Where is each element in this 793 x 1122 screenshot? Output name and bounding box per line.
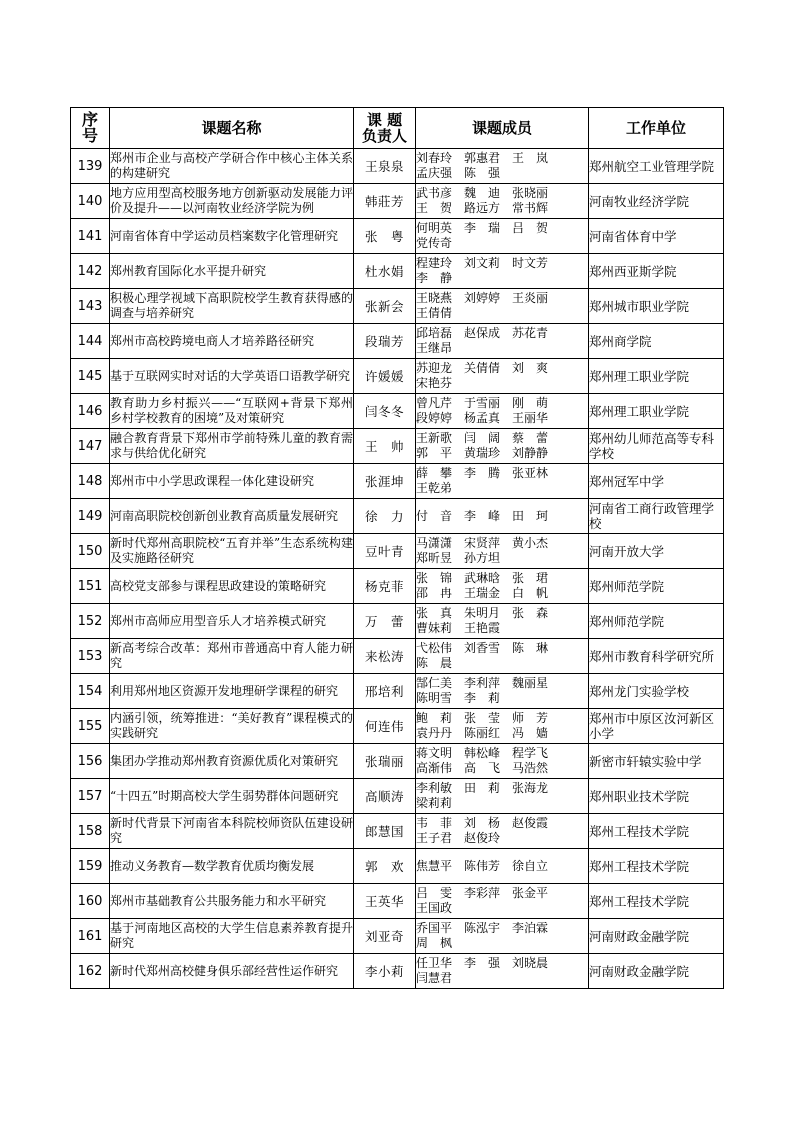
row-unit: 郑州西亚斯学院 (589, 254, 724, 289)
row-title: 新时代郑州高职院校“五育并举”生态系统构建及实施路径研究 (110, 534, 354, 569)
row-lead: 何连伟 (354, 709, 416, 744)
row-members: 李利敏 田 莉 张海龙 梁莉莉 (416, 779, 589, 814)
row-unit: 河南省体育中学 (589, 219, 724, 254)
row-title: 郑州教育国际化水平提升研究 (110, 254, 354, 289)
row-title: 郑州市高师应用型音乐人才培养模式研究 (110, 604, 354, 639)
row-lead: 闫冬冬 (354, 394, 416, 429)
row-title: 融合教育背景下郑州市学前特殊儿童的教育需求与供给优化研究 (110, 429, 354, 464)
table-row (71, 569, 724, 604)
row-members: 弋松伟 刘香雪 陈 琳 陈 晨 (416, 639, 589, 674)
table-row (71, 149, 724, 184)
row-seq: 161 (71, 919, 110, 954)
row-members: 付 音 李 峰 田 珂 (416, 499, 589, 534)
row-members: 何明英 李 瑞 吕 贺 党传奇 (416, 219, 589, 254)
row-members: 武书彦 魏 迪 张晓丽 王 贺 路远方 常书辉 (416, 184, 589, 219)
table-row (71, 289, 724, 324)
table-row (71, 639, 724, 674)
table-row (71, 814, 724, 849)
row-members: 苏迎龙 关倩倩 刘 爽 宋艳芬 (416, 359, 589, 394)
row-title: 积极心理学视域下高职院校学生教育获得感的调查与培养研究 (110, 289, 354, 324)
row-members: 张 真 朱明月 张 森 曹妹莉 王艳霞 (416, 604, 589, 639)
row-members: 郜仁美 李利萍 魏丽星 陈明雪 李 莉 (416, 674, 589, 709)
row-lead: 豆叶青 (354, 534, 416, 569)
row-unit: 郑州工程技术学院 (589, 814, 724, 849)
table-row (71, 534, 724, 569)
row-seq: 160 (71, 884, 110, 919)
row-members: 邱培磊 赵保成 苏花青 王继昂 (416, 324, 589, 359)
row-members: 蒋文明 韩松峰 程学飞 高渐伟 高 飞 马浩然 (416, 744, 589, 779)
row-members: 王晓燕 刘婷婷 王炎丽 王倩倩 (416, 289, 589, 324)
header-lead: 课 题 负责人 (354, 108, 416, 149)
row-title: 内涵引领，统筹推进：“美好教育”课程模式的实践研究 (110, 709, 354, 744)
header-row (71, 108, 724, 149)
table-row (71, 744, 724, 779)
row-seq: 144 (71, 324, 110, 359)
table-row (71, 919, 724, 954)
row-members: 任卫华 李 强 刘晓晨 闫慧君 (416, 954, 589, 989)
table-row (71, 674, 724, 709)
row-seq: 162 (71, 954, 110, 989)
row-seq: 147 (71, 429, 110, 464)
table-row (71, 709, 724, 744)
row-seq: 154 (71, 674, 110, 709)
row-title: 河南高职院校创新创业教育高质量发展研究 (110, 499, 354, 534)
row-unit: 河南财政金融学院 (589, 919, 724, 954)
row-seq: 155 (71, 709, 110, 744)
table-row (71, 219, 724, 254)
table-row (71, 499, 724, 534)
row-title: 教育助力乡村振兴——“互联网+背景下郑州乡村学校教育的困境”及对策研究 (110, 394, 354, 429)
row-unit: 河南财政金融学院 (589, 954, 724, 989)
row-unit: 河南省工商行政管理学校 (589, 499, 724, 534)
row-seq: 140 (71, 184, 110, 219)
row-members: 王新歌 闫 阔 蔡 蕾 郭 平 黄瑞珍 刘静静 (416, 429, 589, 464)
header-title: 课题名称 (110, 108, 354, 149)
row-lead: 许媛媛 (354, 359, 416, 394)
table-header (71, 108, 724, 149)
table-row (71, 849, 724, 884)
row-title: 集团办学推动郑州教育资源优质化对策研究 (110, 744, 354, 779)
row-seq: 159 (71, 849, 110, 884)
row-title: 郑州市基础教育公共服务能力和水平研究 (110, 884, 354, 919)
row-unit: 郑州工程技术学院 (589, 849, 724, 884)
row-members: 马潇潇 宋贤萍 黄小杰 郑昕昱 孙方坦 (416, 534, 589, 569)
row-members: 薛 攀 李 腾 张亚林 王乾弟 (416, 464, 589, 499)
row-title: 地方应用型高校服务地方创新驱动发展能力评价及提升——以河南牧业经济学院为例 (110, 184, 354, 219)
header-seq: 序号 (71, 108, 110, 149)
row-seq: 146 (71, 394, 110, 429)
table-row (71, 779, 724, 814)
row-title: 河南省体育中学运动员档案数字化管理研究 (110, 219, 354, 254)
row-seq: 152 (71, 604, 110, 639)
row-lead: 张新会 (354, 289, 416, 324)
row-title: 高校党支部参与课程思政建设的策略研究 (110, 569, 354, 604)
row-seq: 151 (71, 569, 110, 604)
table-row (71, 429, 724, 464)
row-members: 张 锦 武琳晗 张 珺 邵 冉 王瑞金 白 帆 (416, 569, 589, 604)
row-unit: 郑州理工职业学院 (589, 394, 724, 429)
row-lead: 杜水娟 (354, 254, 416, 289)
table-body (71, 149, 724, 989)
row-members: 曾凡芹 于雪丽 刚 萌 段婷婷 杨孟真 王丽华 (416, 394, 589, 429)
row-seq: 139 (71, 149, 110, 184)
row-lead: 王泉泉 (354, 149, 416, 184)
row-lead: 徐 力 (354, 499, 416, 534)
row-unit: 河南开放大学 (589, 534, 724, 569)
row-unit: 郑州师范学院 (589, 569, 724, 604)
row-lead: 高顺涛 (354, 779, 416, 814)
row-lead: 段瑞芳 (354, 324, 416, 359)
row-seq: 141 (71, 219, 110, 254)
row-lead: 郭 欢 (354, 849, 416, 884)
row-title: 推动义务教育—数学教育优质均衡发展 (110, 849, 354, 884)
table-row (71, 954, 724, 989)
row-unit: 郑州航空工业管理学院 (589, 149, 724, 184)
row-members: 程建玲 刘文莉 时文芳 李 静 (416, 254, 589, 289)
row-unit: 郑州工程技术学院 (589, 884, 724, 919)
row-lead: 王 帅 (354, 429, 416, 464)
row-seq: 143 (71, 289, 110, 324)
row-lead: 来松涛 (354, 639, 416, 674)
row-title: 新高考综合改革：郑州市普通高中育人能力研究 (110, 639, 354, 674)
row-unit: 郑州市教育科学研究所 (589, 639, 724, 674)
header-unit: 工作单位 (589, 108, 724, 149)
row-seq: 148 (71, 464, 110, 499)
row-seq: 149 (71, 499, 110, 534)
row-unit: 郑州幼儿师范高等专科学校 (589, 429, 724, 464)
row-title: 基于互联网实时对话的大学英语口语教学研究 (110, 359, 354, 394)
row-title: “十四五”时期高校大学生弱势群体问题研究 (110, 779, 354, 814)
row-title: 新时代背景下河南省本科院校师资队伍建设研究 (110, 814, 354, 849)
row-lead: 万 蕾 (354, 604, 416, 639)
table-row (71, 884, 724, 919)
row-title: 郑州市高校跨境电商人才培养路径研究 (110, 324, 354, 359)
row-seq: 158 (71, 814, 110, 849)
row-unit: 郑州城市职业学院 (589, 289, 724, 324)
row-unit: 郑州师范学院 (589, 604, 724, 639)
row-unit: 郑州龙门实验学校 (589, 674, 724, 709)
row-unit: 新密市轩辕实验中学 (589, 744, 724, 779)
row-seq: 150 (71, 534, 110, 569)
row-lead: 邢培利 (354, 674, 416, 709)
row-lead: 张 粤 (354, 219, 416, 254)
row-title: 郑州市企业与高校产学研合作中核心主体关系的构建研究 (110, 149, 354, 184)
table-row (71, 604, 724, 639)
row-unit: 郑州职业技术学院 (589, 779, 724, 814)
row-members: 吕 雯 李彩萍 张金平 王国政 (416, 884, 589, 919)
row-members: 刘春玲 郭惠君 王 岚 孟庆强 陈 强 (416, 149, 589, 184)
row-members: 焦慧平 陈伟芳 徐自立 (416, 849, 589, 884)
row-lead: 张涯坤 (354, 464, 416, 499)
row-lead: 韩莊芳 (354, 184, 416, 219)
row-title: 郑州市中小学思政课程一体化建设研究 (110, 464, 354, 499)
row-members: 鲍 莉 张 莹 师 芳 袁丹丹 陈丽红 冯 嫱 (416, 709, 589, 744)
header-members: 课题成员 (416, 108, 589, 149)
row-unit: 河南牧业经济学院 (589, 184, 724, 219)
table-row (71, 464, 724, 499)
row-seq: 145 (71, 359, 110, 394)
row-title: 利用郑州地区资源开发地理研学课程的研究 (110, 674, 354, 709)
table-row (71, 359, 724, 394)
row-unit: 郑州市中原区汝河新区小学 (589, 709, 724, 744)
row-seq: 153 (71, 639, 110, 674)
row-title: 新时代郑州高校健身俱乐部经营性运作研究 (110, 954, 354, 989)
row-seq: 142 (71, 254, 110, 289)
row-members: 韦 菲 刘 杨 赵俊霞 王子君 赵俊玲 (416, 814, 589, 849)
row-lead: 王英华 (354, 884, 416, 919)
row-lead: 张瑞丽 (354, 744, 416, 779)
row-unit: 郑州理工职业学院 (589, 359, 724, 394)
row-seq: 156 (71, 744, 110, 779)
row-lead: 郎慧国 (354, 814, 416, 849)
table-row (71, 394, 724, 429)
table-row (71, 184, 724, 219)
row-lead: 杨克菲 (354, 569, 416, 604)
row-lead: 刘亚奇 (354, 919, 416, 954)
row-title: 基于河南地区高校的大学生信息素养教育提升研究 (110, 919, 354, 954)
table-row (71, 254, 724, 289)
row-lead: 李小莉 (354, 954, 416, 989)
table-row (71, 324, 724, 359)
project-table (70, 107, 724, 989)
row-unit: 郑州冠军中学 (589, 464, 724, 499)
row-seq: 157 (71, 779, 110, 814)
row-unit: 郑州商学院 (589, 324, 724, 359)
row-members: 乔国平 陈泓宇 李泊霖 周 枫 (416, 919, 589, 954)
